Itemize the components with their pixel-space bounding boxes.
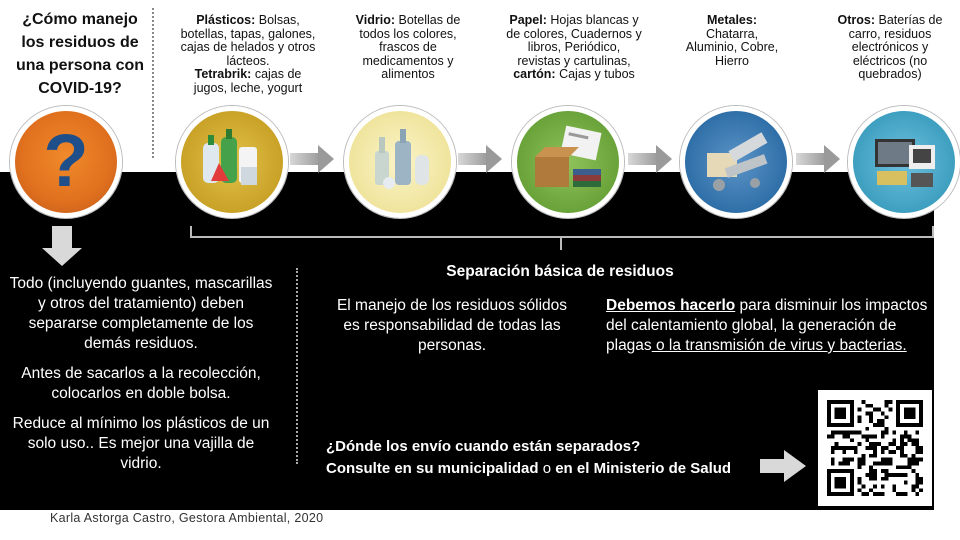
author-credit: Karla Astorga Castro, Gestora Ambiental, 2020 <box>50 511 324 525</box>
brace-tick <box>560 236 562 250</box>
paper-circle <box>512 106 624 218</box>
category-paper-text: Papel: Hojas blancas y de colores, Cuadernos y libros, Periódico, revistas y cartulinas, cartón: Cajas y tubos <box>506 13 642 81</box>
flow-arrow <box>290 153 320 165</box>
consult-text: Consulte en su municipalidad o en el Ministerio de Salud <box>326 460 732 477</box>
page-title: ¿Cómo manejo los residuos de una persona con COVID-19? <box>15 11 145 97</box>
divider <box>152 8 154 158</box>
flow-arrow-head <box>656 145 672 173</box>
where-question: ¿Dónde los envío cuando están separados? <box>326 438 641 455</box>
flow-arrow-head <box>318 145 334 173</box>
divider <box>296 268 298 464</box>
flow-arrow-head <box>486 145 502 173</box>
plastics-circle <box>176 106 288 218</box>
left-paragraph-2: Antes de sacarlos a la recolección, colocarlos en doble bolsa. <box>21 365 261 402</box>
down-arrow-icon <box>40 224 84 268</box>
separation-title: Separación básica de residuos <box>446 263 674 280</box>
qr-code-icon <box>827 399 923 497</box>
category-others-text: Otros: Baterías de carro, residuos electrónicos y eléctricos (no quebrados) <box>837 13 943 81</box>
paper-cardboard-icon <box>517 111 619 213</box>
left-paragraph-1: Todo (incluyendo guantes, mascarillas y otros del tratamiento) deben separarse completamente de los demás residuos. <box>9 275 273 352</box>
flow-arrow <box>458 153 488 165</box>
metal-scrap-icon <box>685 111 787 213</box>
flow-arrow-head <box>824 145 840 173</box>
group-brace <box>190 226 934 238</box>
others-circle <box>848 106 960 218</box>
svg-text:?: ? <box>43 119 89 202</box>
plastic-bottles-icon <box>181 111 283 213</box>
flow-arrow <box>628 153 658 165</box>
category-metals-text: Metales: Chatarra, Aluminio, Cobre, Hierro <box>685 13 779 68</box>
flow-arrow <box>796 153 826 165</box>
qr-code[interactable] <box>818 390 932 506</box>
glass-bottles-icon <box>349 111 451 213</box>
category-plastics-text: Plásticos: Bolsas, botellas, tapas, galones, cajas de helados y otros lácteos. Tetrabrik: cajas de jugos, leche, yogurt <box>180 13 316 95</box>
glass-circle <box>344 106 456 218</box>
left-paragraph-3: Reduce al mínimo los plásticos de un solo uso.. Es mejor una vajilla de vidrio. <box>12 415 270 472</box>
reason-text: Debemos hacerlo para disminuir los impactos del calentamiento global, la generación de plagas o la transmisión de virus y bacterias. <box>606 297 928 354</box>
question-mark-icon <box>15 111 117 213</box>
responsibility-text: El manejo de los residuos sólidos es responsabilidad de todas las personas. <box>336 297 568 354</box>
metals-circle <box>680 106 792 218</box>
question-circle <box>10 106 122 218</box>
electronics-icon <box>853 111 955 213</box>
category-glass-text: Vidrio: Botellas de todos los colores, frascos de medicamentos y alimentos <box>355 13 461 81</box>
right-arrow-icon <box>760 450 806 482</box>
